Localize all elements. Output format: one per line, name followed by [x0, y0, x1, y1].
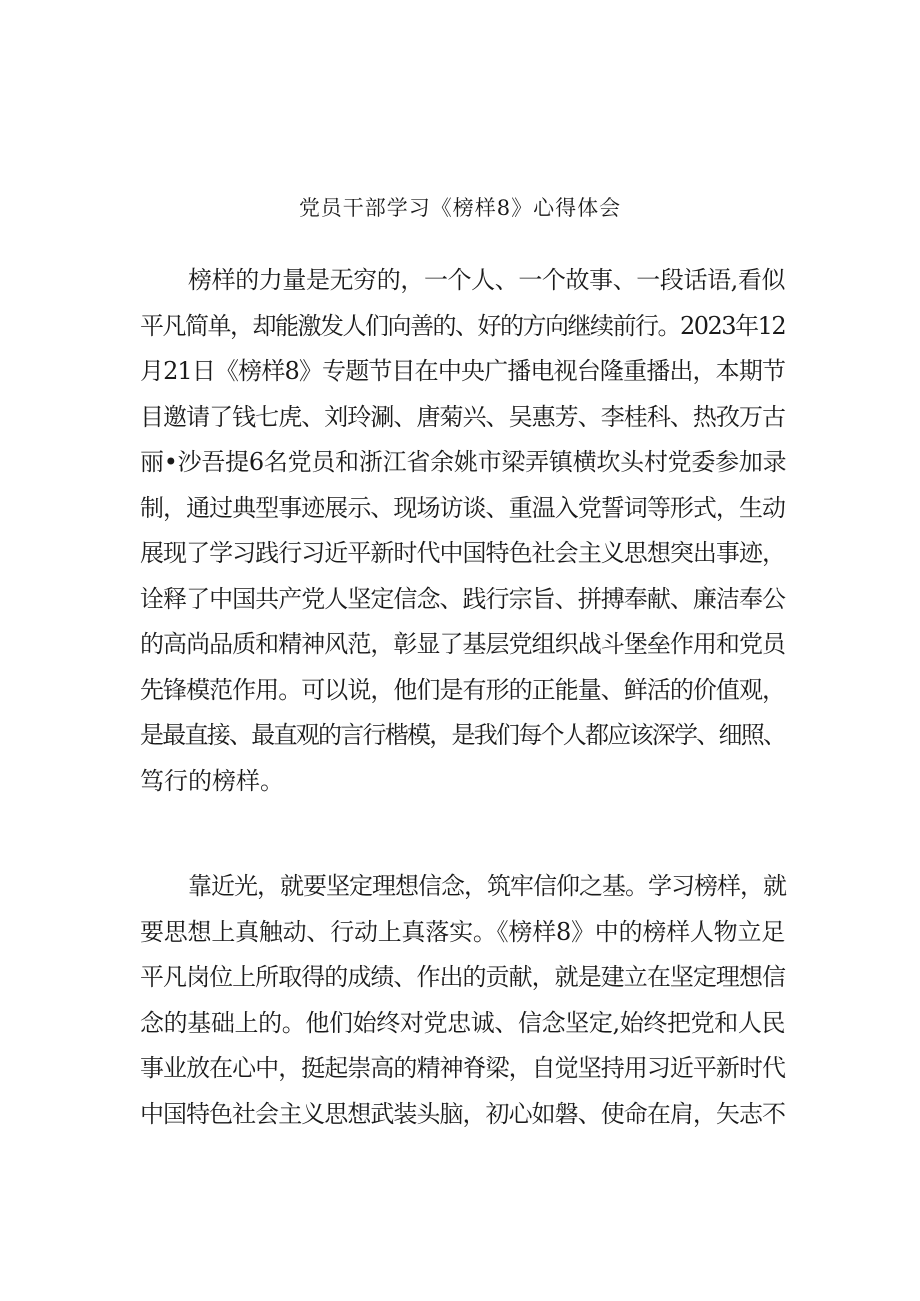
paragraph-line: 月21日《榜样8》专题节目在中央广播电视台隆重播出，本期节	[140, 357, 785, 385]
paragraph-line: 平凡简单，却能激发人们向善的、好的方向继续前行。2023年12	[140, 311, 786, 340]
paragraph-line: 的高尚品质和精神风范，彰显了基层党组织战斗堡垒作用和党员	[140, 630, 785, 658]
paragraph-line: 目邀请了钱七虎、刘玲涮、唐菊兴、吴惠芳、李桂科、热孜万古	[140, 402, 785, 431]
paragraph-line: 先锋模范作用。可以说，他们是有形的正能量、鲜活的价值观，	[140, 675, 785, 704]
paragraph-line: 丽•沙吾提6名党员和浙江省余姚市梁弄镇横坎头村党委参加录	[140, 448, 787, 476]
paragraph-line: 诠释了中国共产党人坚定信念、践行宗旨、拼搏奉献、廉洁奉公	[140, 584, 785, 613]
paragraph-line: 中国特色社会主义思想武装头脑，初心如磐、使命在肩，矢志不	[140, 1099, 785, 1128]
paragraph-line: 念的基础上的。他们始终对党忠诚、信念坚定,始终把党和人民	[140, 1008, 785, 1037]
paragraph-line: 靠近光，就要坚定理想信念，筑牢信仰之基。学习榜样，就	[188, 872, 786, 900]
paragraph-line: 是最直接、最直观的言行楷模，是我们每个人都应该深学、细照、	[140, 721, 786, 749]
document-title: 党员干部学习《榜样8》心得体会	[298, 196, 622, 220]
paragraph-line: 展现了学习践行习近平新时代中国特色社会主义思想突出事迹，	[140, 539, 785, 567]
paragraph-line: 制，通过典型事迹展示、现场访谈、重温入党誓词等形式，生动	[140, 493, 785, 522]
paragraph-1	[140, 258, 785, 804]
paragraph-line: 笃行的榜样。	[140, 766, 284, 795]
paragraph-line: 榜样的力量是无穷的，一个人、一个故事、一段话语,看似	[188, 266, 785, 294]
paragraph-line: 事业放在心中，挺起崇高的精神脊梁，自觉坚持用习近平新时代	[140, 1054, 785, 1082]
paragraph-line: 平凡岗位上所取得的成绩、作出的贡献，就是建立在坚定理想信	[140, 963, 785, 991]
paragraph-2	[140, 864, 785, 1137]
paragraph-line: 要思想上真触动、行动上真落实。《榜样8》中的榜样人物立足	[140, 917, 785, 946]
